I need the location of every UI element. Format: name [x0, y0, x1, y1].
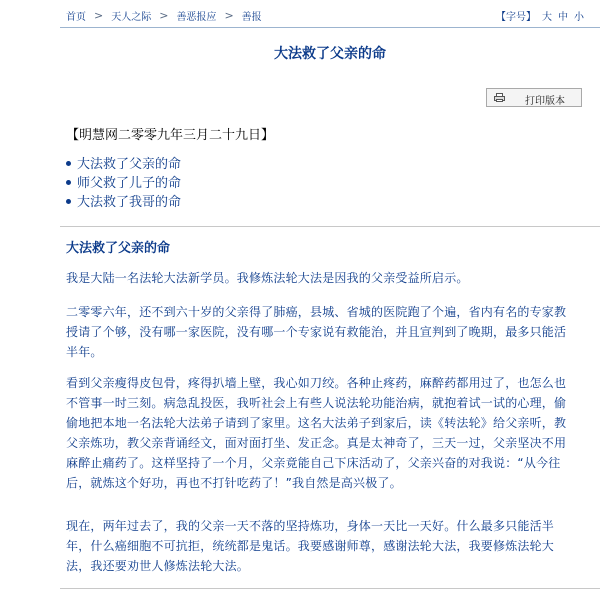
- breadcrumb-home[interactable]: 首页: [66, 12, 86, 23]
- related-link-label: 大法救了我哥的命: [77, 195, 182, 210]
- related-link-label: 大法救了父亲的命: [77, 157, 182, 172]
- related-links-list: [66, 155, 181, 212]
- article-paragraph: 现在，两年过去了，我的父亲一天不落的坚持炼功，身体一天比一天好。什么最多只能活半年，什么癌细胞不可抗拒，统统都是鬼话。我要感谢师尊，感谢法轮大法，我要修炼法轮大法，我还要劝世人修炼法轮大法。: [66, 519, 555, 573]
- article-paragraph: 看到父亲瘦得皮包骨，疼得扒墙上壁，我心如刀绞。各种止疼药，麻醉药都用过了，也怎么也不管事一时三刻。病急乱投医，我听社会上有些人说法轮功能治病，就抱着试一试的心理，偷偷地把本地一名法轮大法弟子请到了家里。这名大法弟子到家后，读《转法轮》给父亲听，教父亲炼功，教父亲背诵经文，面对面打坐、发正念。真是太神奇了，三天一过，父亲坚决不用麻醉止痛药了。这样坚持了一个月，父亲竟能自己下床活动了，父亲兴奋的对我说：“从今往后，就炼这个好功，再也不打针吃药了！”我自然是高兴极了。: [66, 376, 567, 490]
- font-size-selector: [496, 8, 584, 23]
- print-version-label: 打印版本: [525, 96, 565, 107]
- related-link[interactable]: [66, 155, 181, 174]
- publish-date: 【明慧网二零零九年三月二十九日】: [66, 128, 275, 143]
- breadcrumb-tianren[interactable]: 天人之际: [111, 12, 152, 23]
- related-link[interactable]: [66, 174, 181, 193]
- related-link-label: 师父救了儿子的命: [77, 176, 182, 191]
- breadcrumb-shanbao[interactable]: 善报: [241, 12, 262, 23]
- print-version-button[interactable]: [486, 88, 582, 107]
- article-section-title: 大法救了父亲的命: [66, 241, 171, 256]
- breadcrumb: [66, 8, 262, 23]
- chevron-right-icon: >: [224, 9, 234, 22]
- font-size-small[interactable]: 小: [574, 12, 584, 23]
- chevron-right-icon: >: [159, 9, 169, 22]
- bullet-icon: [66, 180, 71, 185]
- bullet-icon: [66, 161, 71, 166]
- bottom-divider: [60, 588, 600, 589]
- font-size-medium[interactable]: 中: [558, 12, 568, 23]
- printer-icon: [494, 93, 505, 102]
- article-paragraph: 二零零六年，还不到六十岁的父亲得了肺癌，县城、省城的医院跑了个遍，省内有名的专家教授请了个够，没有哪一家医院，没有哪一个专家说有救能治，并且宣判到了晚期，最多只能活半年。: [66, 305, 567, 359]
- bullet-icon: [66, 199, 71, 204]
- article-paragraph: 我是大陆一名法轮大法新学员。我修炼法轮大法是因我的父亲受益所启示。: [66, 271, 469, 285]
- chevron-right-icon: >: [94, 9, 104, 22]
- top-navigation-bar: [60, 0, 600, 28]
- font-size-label: 【字号】: [496, 12, 536, 23]
- page-title: 大法救了父亲的命: [274, 46, 386, 62]
- section-divider: [60, 226, 600, 227]
- related-link[interactable]: [66, 193, 181, 212]
- font-size-large[interactable]: 大: [542, 12, 552, 23]
- breadcrumb-shane-baoying[interactable]: 善恶报应: [176, 12, 217, 23]
